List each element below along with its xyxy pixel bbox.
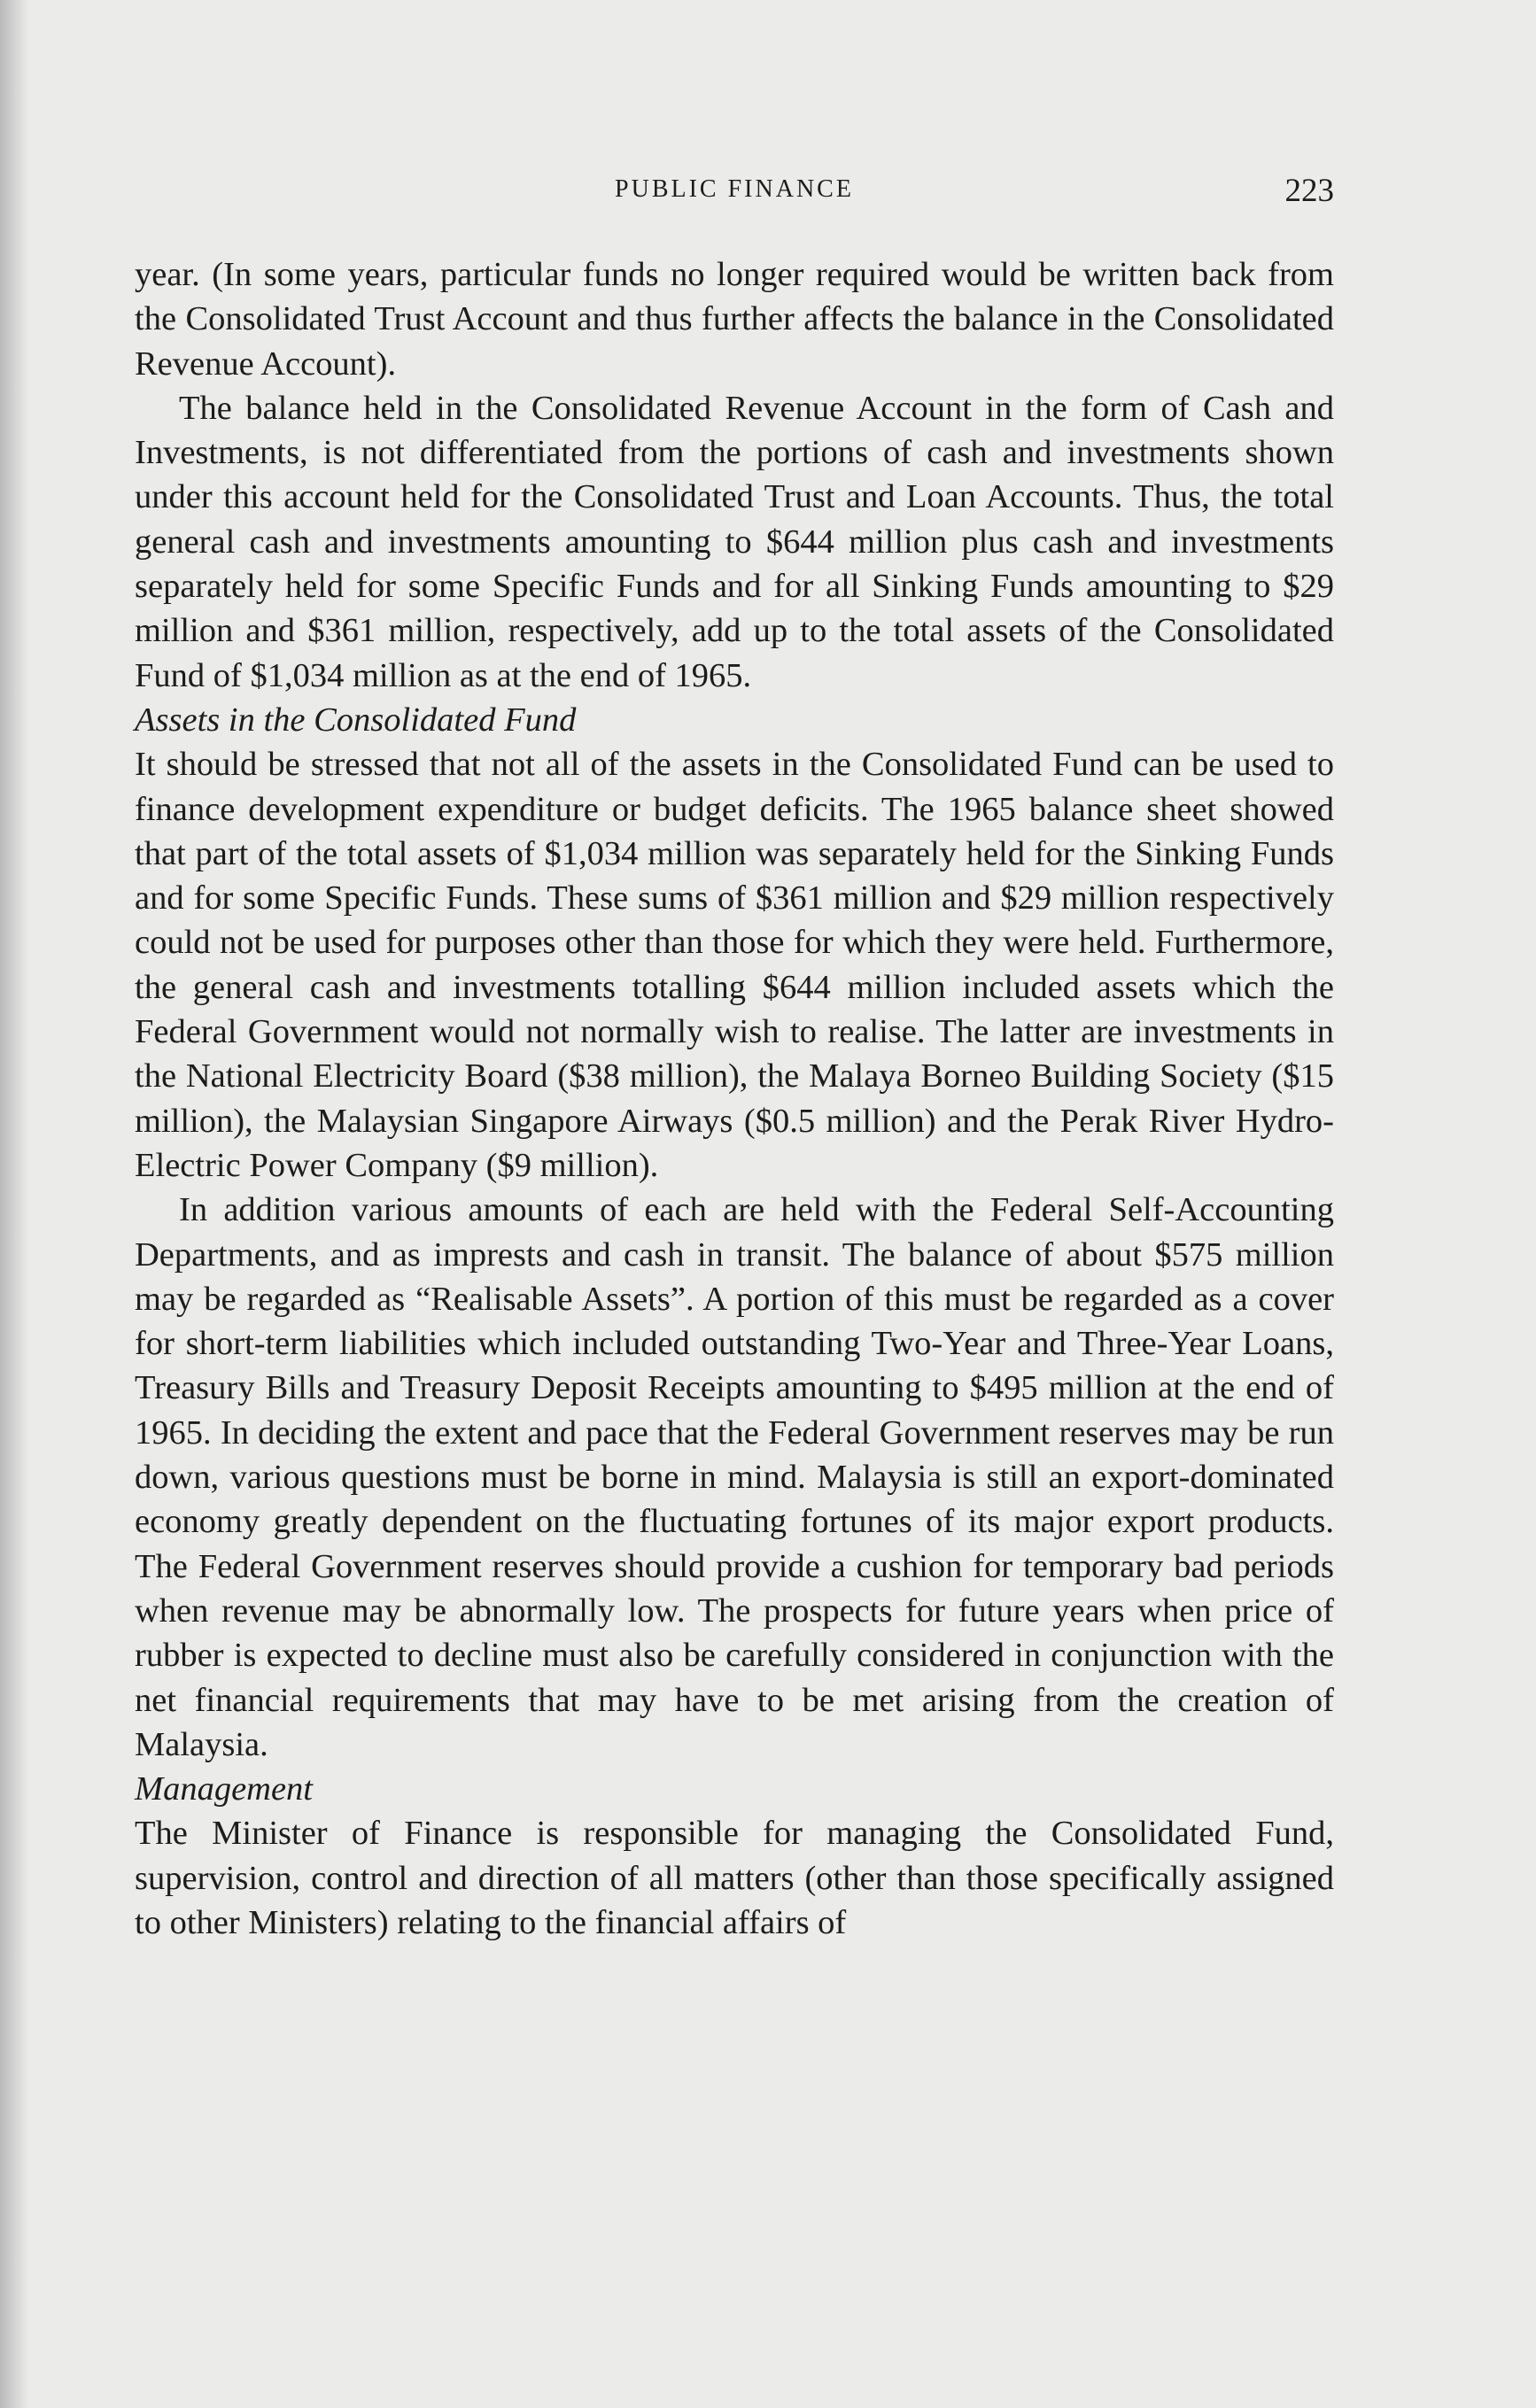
paragraph-continued: year. (In some years, particular funds no longer required would be written back from the Consolidated Trust Account and thus further affects the balance in the Consolidated Revenue Account). (135, 256, 1334, 383)
body-text (135, 252, 1334, 1945)
page-number: 223 (1284, 173, 1334, 209)
running-head (135, 172, 1334, 216)
paragraph-management: The Minister of Finance is responsible for managing the Consolidated Fund, supervision, control and direction of all matters (other than those specifically assigned to other Ministers) relating to the financial affairs of (135, 1815, 1334, 1941)
page-binding-shadow (0, 0, 30, 2408)
subheading-management: Management (135, 1770, 313, 1808)
running-head-title: PUBLIC FINANCE (615, 175, 854, 203)
paragraph-assets: It should be stressed that not all of the assets in the Consolidated Fund can be used to finance development expenditure or budget deficits. The 1965 balance sheet showed that part of the total assets of $1,034 million was separately held for the Sinking Funds and for some Specific Funds. These sums of $361 million and $29 million respectively could not be used for purposes other than those for which they were held. Furthermore, the general cash and investments totalling $644 million included assets which the Federal Government would not normally wish to realise. The latter are investments in the National Electricity Board ($38 million), the Malaya Borneo Building Society ($15 million), the Malaysian Singapore Airways ($0.5 million) and the Perak River Hydro-Electric Power Company ($9 million). (135, 746, 1334, 1184)
paragraph-realisable-assets: In addition various amounts of each are held with the Federal Self-Accounting Departments, and as imprests and cash in transit. The balance of about $575 million may be regarded as “Realisable Assets”. A portion of this must be regarded as a cover for short-term liabilities which included outstanding Two-Year and Three-Year Loans, Treasury Bills and Treasury Deposit Receipts amounting to $495 million at the end of 1965. In deciding the extent and pace that the Federal Government reserves may be run down, various questions must be borne in mind. Malaysia is still an export-dominated economy greatly dependent on the fluctuating fortunes of its major export products. The Federal Government reserves should provide a cushion for temporary bad periods when revenue may be abnormally low. The prospects for future years when price of rubber is expected to decline must also be carefully considered in conjunction with the net financial requirements that may have to be met arising from the creation of Malaysia. (135, 1191, 1334, 1763)
paragraph-consolidated-revenue-balance: The balance held in the Consolidated Revenue Account in the form of Cash and Investments, is not differentiated from the portions of cash and investments shown under this account held for the Consolidated Trust and Loan Accounts. Thus, the total general cash and investments amounting to $644 million plus cash and investments separately held for some Specific Funds and for all Sinking Funds amounting to $29 million and $361 million, respectively, add up to the total assets of the Consolidated Fund of $1,034 million as at the end of 1965. (135, 389, 1334, 694)
subheading-assets: Assets in the Consolidated Fund (135, 701, 577, 739)
